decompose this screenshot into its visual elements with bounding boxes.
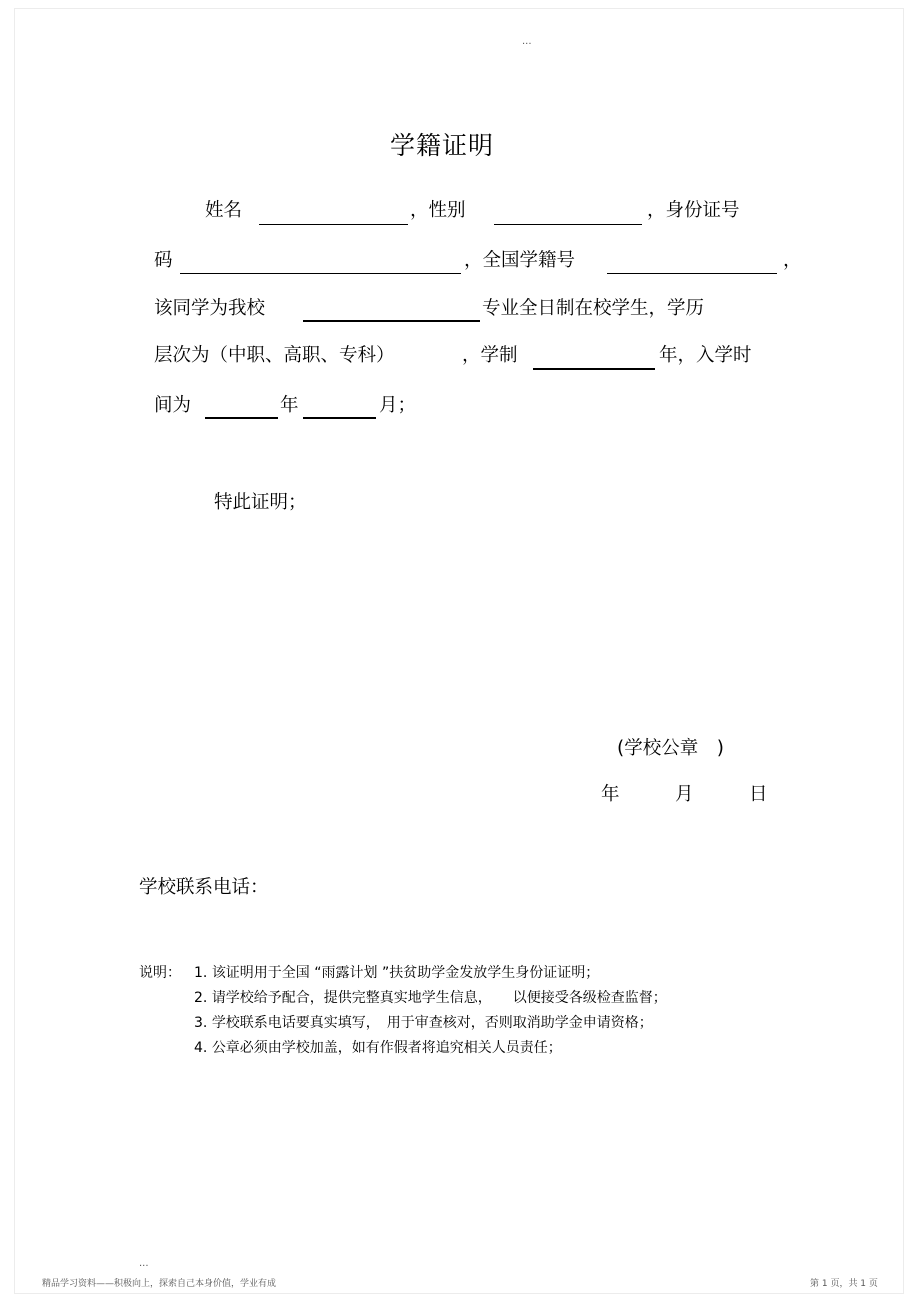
note-text: 该证明用于全国 “雨露计划 ”扶贫助学金发放学生身份证证明； <box>211 965 600 981</box>
major-blank[interactable] <box>303 320 480 322</box>
major-suffix: 专业全日制在校学生，学历 <box>482 298 705 319</box>
date-month-label: 月 <box>675 784 694 805</box>
name-blank[interactable] <box>259 224 408 225</box>
hereby-certify: 特此证明； <box>214 492 307 513</box>
school-seal-label: (学校公章 ) <box>617 738 724 759</box>
gender-label: ，性别 <box>410 200 466 221</box>
school-contact-label: 学校联系电话： <box>139 877 269 898</box>
school-system-label: ，学制 <box>462 345 518 366</box>
note-number: 3. <box>194 1015 208 1031</box>
id-number-label-cont: 码 <box>154 250 173 271</box>
student-number-label: ，全国学籍号 <box>464 250 576 271</box>
date-day-label: 日 <box>749 784 768 805</box>
enrollment-year-label: 年 <box>280 395 299 416</box>
gender-blank[interactable] <box>494 224 642 225</box>
note-text: 请学校给予配合，提供完整真实地学生信息， 以便接受各级检查监督； <box>211 990 667 1006</box>
top-page-mark: ... <box>522 36 532 47</box>
note-number: 1. <box>194 965 208 981</box>
enrollment-year-blank[interactable] <box>205 417 278 419</box>
school-system-blank[interactable] <box>533 368 655 370</box>
document-title: 学籍证明 <box>390 131 495 160</box>
id-number-blank[interactable] <box>180 273 461 274</box>
date-year-label: 年 <box>601 784 620 805</box>
note-1 <box>194 963 599 983</box>
education-level: 层次为（中职、高职、专科） <box>154 345 395 366</box>
school-prefix: 该同学为我校 <box>154 298 266 319</box>
note-text: 公章必须由学校加盖，如有作假者将追究相关人员责任； <box>211 1040 562 1056</box>
notes-label: 说明： <box>139 965 181 981</box>
note-text: 学校联系电话要真实填写， 用于审查核对，否则取消助学金申请资格； <box>211 1015 653 1031</box>
note-number: 4. <box>194 1040 208 1056</box>
footer-page-number: 第 1 页，共 1 页 <box>810 1279 878 1289</box>
bottom-page-mark: ... <box>139 1258 149 1269</box>
line2-comma: ， <box>783 250 802 271</box>
enrollment-label: 年，入学时 <box>659 345 752 366</box>
enrollment-month-blank[interactable] <box>303 417 376 419</box>
id-number-label: ，身份证号 <box>647 200 740 221</box>
student-number-blank[interactable] <box>607 273 777 274</box>
note-number: 2. <box>194 990 208 1006</box>
footer-left-text: 精品学习资料——积极向上，探索自己本身价值，学业有成 <box>42 1279 277 1289</box>
note-3 <box>194 1013 653 1033</box>
enrollment-time-prefix: 间为 <box>154 395 192 416</box>
enrollment-month-label: 月； <box>379 395 417 416</box>
note-4 <box>194 1038 562 1058</box>
name-label: 姓名 <box>205 200 243 221</box>
note-2 <box>194 988 667 1008</box>
